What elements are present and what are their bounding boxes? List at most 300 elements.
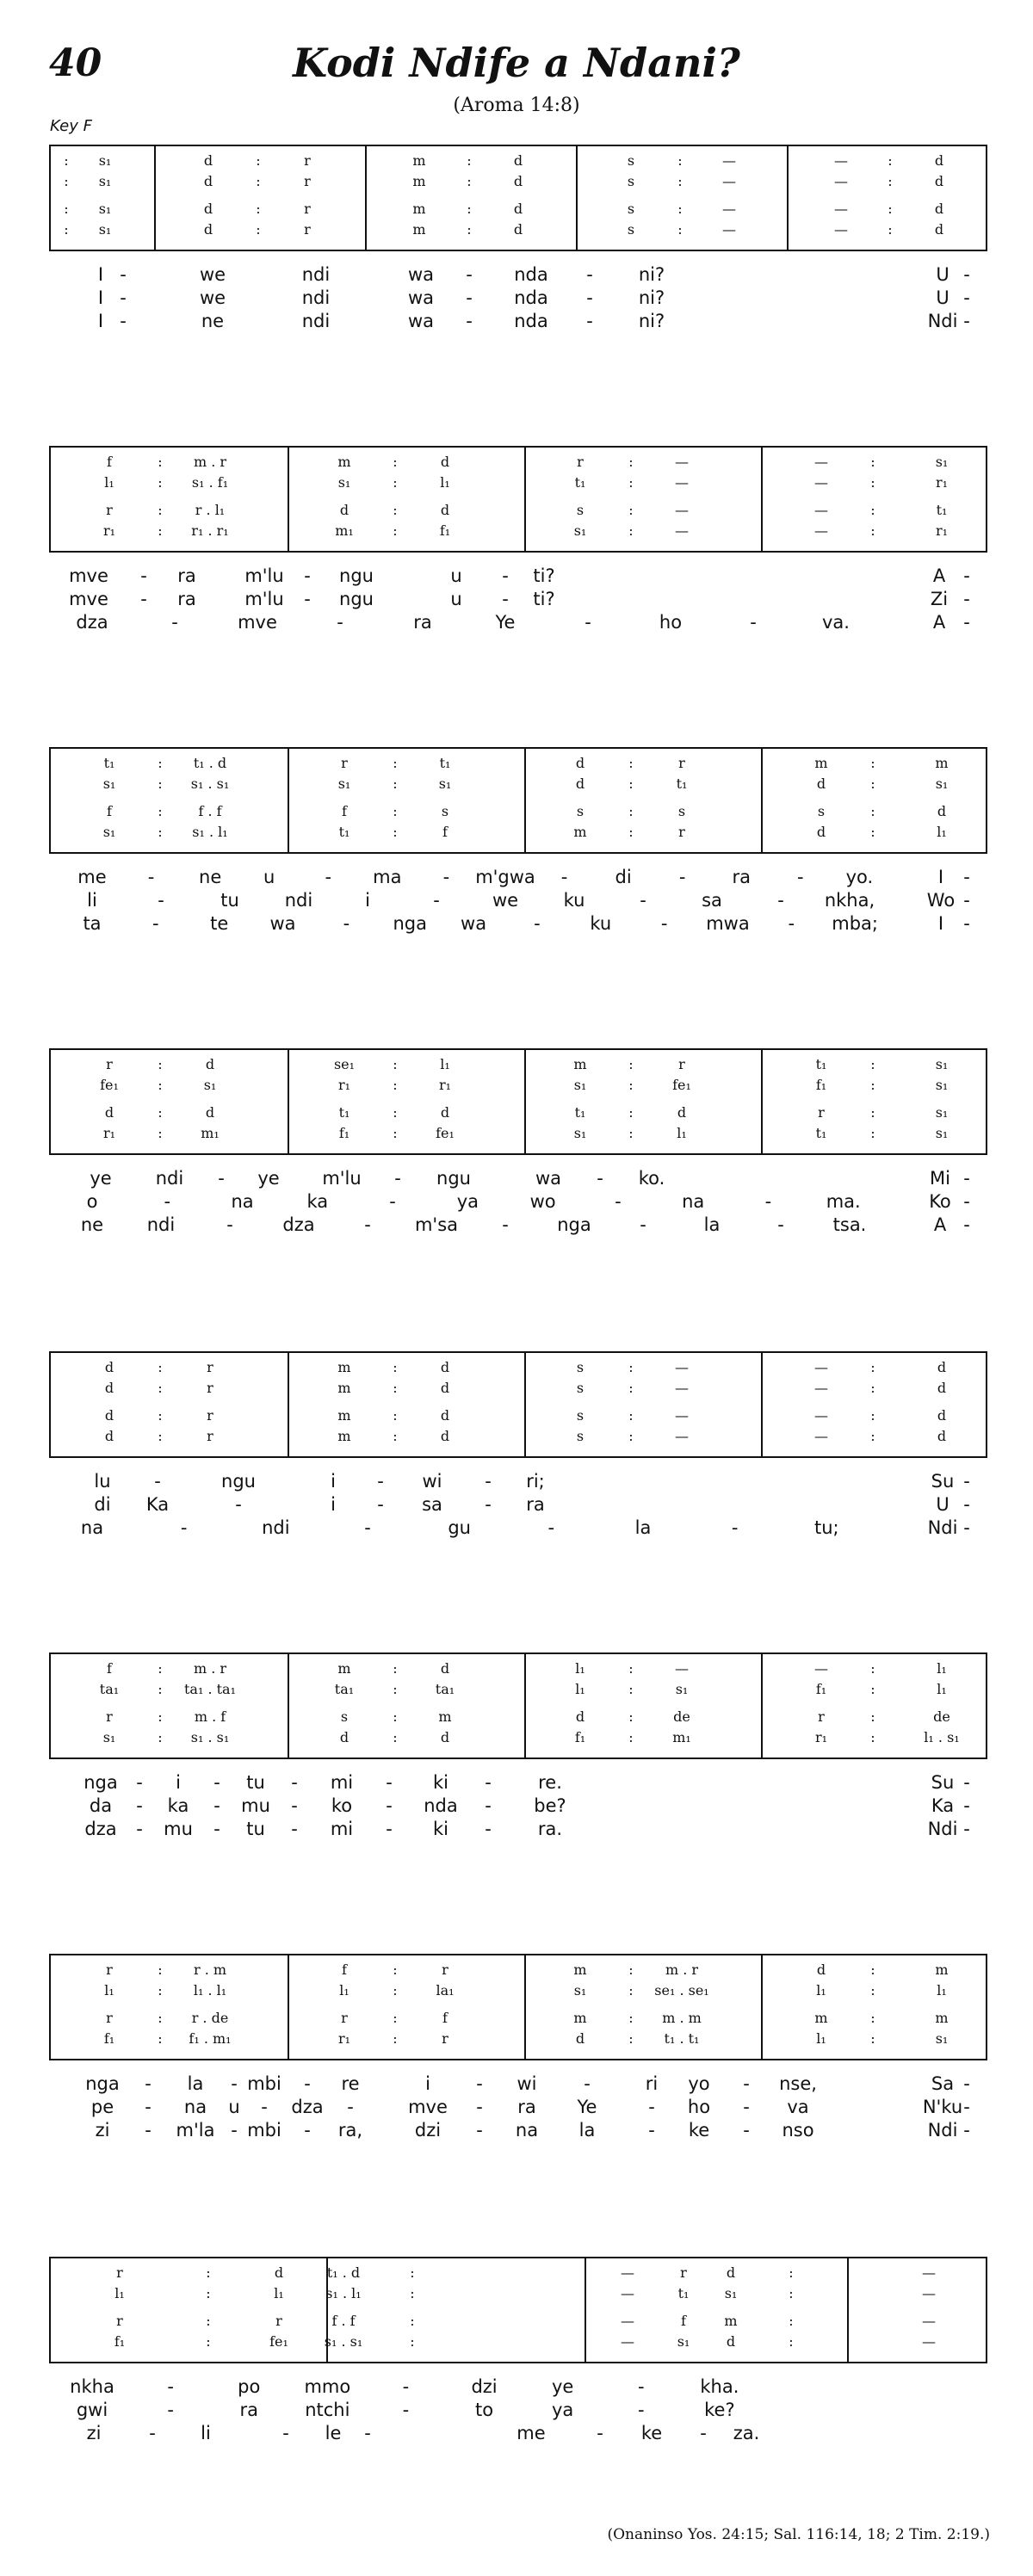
syllable-hyphen: -	[597, 1168, 603, 1189]
solfa-note: —	[834, 152, 848, 169]
syllable-hyphen: -	[145, 2073, 152, 2094]
lyric-syllable: la	[187, 2073, 204, 2094]
solfa-note: m	[412, 173, 426, 189]
syllable-hyphen: -	[466, 311, 473, 331]
solfa-note: —	[675, 1359, 689, 1375]
solfa-note: t₁	[574, 1104, 586, 1121]
syllable-hyphen: -	[394, 1168, 401, 1189]
solfa-note: :	[158, 1961, 163, 1978]
syllable-hyphen: -	[120, 264, 127, 285]
syllable-hyphen: -	[325, 867, 332, 887]
solfa-note: r₁	[102, 522, 116, 539]
lyric-syllable: ndi	[301, 264, 331, 285]
solfa-note: s	[817, 803, 826, 819]
solfa-note: s₁	[935, 1104, 949, 1121]
syllable-hyphen: -	[615, 1191, 622, 1212]
solfa-note: t₁	[936, 502, 948, 518]
solfa-note: f₁	[114, 2333, 126, 2350]
lyric-syllable: yo	[688, 2073, 710, 2094]
syllable-hyphen: -	[304, 2120, 311, 2140]
lyric-syllable: nse,	[779, 2073, 817, 2094]
solfa-note: s₁	[573, 1982, 587, 1998]
lyric-syllable: ne	[80, 1214, 104, 1235]
solfa-note: m	[412, 201, 426, 217]
lyric-syllable: ndi	[301, 311, 331, 331]
solfa-note: :	[628, 1125, 634, 1141]
syllable-hyphen: -	[291, 1772, 298, 1793]
solfa-note: r	[577, 454, 584, 470]
solfa-note: :	[158, 454, 163, 470]
syllable-hyphen: -	[145, 2097, 152, 2117]
solfa-note: l₁	[816, 2030, 826, 2047]
syllable-hyphen: -	[485, 1471, 492, 1492]
lyric-syllable: ho	[659, 612, 683, 633]
solfa-note: d	[203, 221, 213, 238]
syllable-hyphen: -	[136, 1819, 143, 1839]
lyric-syllable: U	[936, 264, 949, 285]
solfa-note: :	[158, 474, 163, 491]
lyric-syllable: na	[80, 1517, 104, 1538]
lyric-syllable: i	[331, 1494, 336, 1515]
solfa-note: r	[818, 1708, 825, 1725]
solfa-note: r	[678, 755, 685, 771]
solfa-note: d	[203, 173, 213, 189]
lyric-syllable: nga	[393, 913, 427, 934]
solfa-note: m	[438, 1708, 452, 1725]
lyric-syllable: mu	[241, 1795, 270, 1816]
solfa-note: d	[934, 152, 944, 169]
lyric-syllable: mve	[408, 2097, 448, 2117]
voice-part-row	[51, 523, 986, 539]
voice-part-row	[51, 153, 986, 169]
lyric-syllable: gwi	[76, 2400, 108, 2420]
syllable-hyphen: -	[213, 1772, 220, 1793]
solfa-note: d	[575, 2030, 585, 2047]
solfa-note: :	[870, 1056, 875, 1072]
solfa-note: :	[628, 1359, 634, 1375]
solfa-note: d	[513, 173, 523, 189]
solfa-note: s₁	[102, 1729, 116, 1745]
solfa-staff	[49, 747, 987, 854]
lyric-syllable: i	[176, 1772, 181, 1793]
solfa-note: d	[513, 201, 523, 217]
solfa-note: l₁	[274, 2285, 284, 2301]
solfa-note: r	[116, 2313, 123, 2329]
lyric-syllable: na	[515, 2120, 539, 2140]
syllable-hyphen: -	[963, 264, 970, 285]
syllable-hyphen: -	[343, 913, 350, 934]
solfa-note: :	[789, 2333, 794, 2350]
syllable-hyphen: -	[586, 287, 593, 308]
lyric-syllable: wa	[407, 264, 435, 285]
solfa-note: :	[158, 1056, 163, 1072]
syllable-hyphen: -	[963, 913, 970, 934]
syllable-hyphen: -	[218, 1168, 225, 1189]
syllable-hyphen: -	[167, 2376, 174, 2397]
lyric-syllable: Zi	[930, 589, 949, 609]
solfa-note: :	[870, 2010, 875, 2026]
solfa-note: d	[104, 1104, 114, 1121]
solfa-note: :	[393, 755, 398, 771]
lyric-syllable: wi	[422, 1471, 442, 1492]
solfa-note: s₁ . f₁	[191, 474, 229, 491]
syllable-hyphen: -	[389, 1191, 396, 1212]
lyric-syllable: ri	[645, 2073, 659, 2094]
lyric-syllable: ke	[640, 2423, 663, 2443]
music-section-1	[49, 145, 987, 358]
solfa-note: r	[442, 1961, 448, 1978]
solfa-note: d	[934, 201, 944, 217]
solfa-note: s	[576, 803, 585, 819]
solfa-note: m	[337, 1407, 351, 1424]
solfa-note: fe₁	[269, 2333, 288, 2350]
solfa-note: s	[627, 152, 635, 169]
solfa-note: :	[628, 1729, 634, 1745]
lyric-line-verse-2	[49, 2399, 987, 2421]
solfa-note: r₁	[337, 2030, 351, 2047]
solfa-note: r	[304, 152, 311, 169]
syllable-hyphen: -	[304, 565, 311, 586]
lyric-syllable: Ndi	[927, 1517, 958, 1538]
solfa-note: :	[628, 2030, 634, 2047]
lyric-syllable: i	[365, 890, 370, 911]
solfa-note: :	[870, 1708, 875, 1725]
lyric-line-verse-1	[49, 1771, 987, 1794]
solfa-note: s	[576, 1407, 585, 1424]
syllable-hyphen: -	[731, 1517, 739, 1538]
solfa-note: s₁	[438, 775, 452, 792]
voice-part-row	[51, 2334, 986, 2350]
syllable-hyphen: -	[485, 1795, 492, 1816]
lyric-syllable: U	[936, 1494, 949, 1515]
solfa-note: m . r	[193, 1660, 227, 1677]
solfa-note: d	[937, 1407, 947, 1424]
solfa-note: :	[870, 1961, 875, 1978]
solfa-note: :	[206, 2264, 211, 2281]
syllable-hyphen: -	[337, 612, 343, 633]
solfa-note: m	[337, 1660, 351, 1677]
lyric-syllable: Ka	[145, 1494, 170, 1515]
syllable-hyphen: -	[963, 1471, 970, 1492]
lyrics-block	[49, 2073, 987, 2167]
solfa-note: s₁	[935, 775, 949, 792]
solfa-note: :	[256, 201, 261, 217]
lyric-syllable: nga	[557, 1214, 591, 1235]
solfa-note: :	[158, 775, 163, 792]
solfa-note: :	[158, 502, 163, 518]
lyric-line-verse-3	[49, 611, 987, 633]
key-signature: Key F	[50, 117, 92, 135]
solfa-note: r	[207, 1380, 213, 1396]
solfa-note: :	[158, 1729, 163, 1745]
solfa-note: d	[440, 1660, 450, 1677]
solfa-note: s₁	[677, 2333, 690, 2350]
solfa-note: :	[888, 221, 893, 238]
solfa-note: :	[410, 2264, 415, 2281]
lyric-syllable: mba;	[832, 913, 878, 934]
lyric-syllable: nso	[782, 2120, 814, 2140]
voice-part-row	[51, 2265, 986, 2281]
solfa-note: —	[922, 2313, 936, 2329]
solfa-note: :	[393, 824, 398, 840]
solfa-note: f	[342, 803, 347, 819]
voice-part-row	[51, 1105, 986, 1121]
syllable-hyphen: -	[466, 287, 473, 308]
solfa-note: t₁	[676, 775, 688, 792]
lyric-line-verse-2	[49, 1190, 987, 1213]
solfa-note: :	[393, 1961, 398, 1978]
syllable-hyphen: -	[485, 1819, 492, 1839]
solfa-note: —	[834, 173, 848, 189]
syllable-hyphen: -	[963, 2073, 970, 2094]
syllable-hyphen: -	[364, 2423, 371, 2443]
syllable-hyphen: -	[963, 311, 970, 331]
syllable-hyphen: -	[377, 1494, 384, 1515]
solfa-note: t₁	[677, 2285, 690, 2301]
solfa-note: :	[628, 1961, 634, 1978]
lyric-syllable: za.	[733, 2423, 760, 2443]
solfa-note: d	[203, 201, 213, 217]
voice-part-row	[51, 475, 986, 491]
solfa-note: r	[341, 755, 348, 771]
music-section-7	[49, 1954, 987, 2167]
lyric-line-verse-3	[49, 1818, 987, 1840]
lyric-syllable: I	[97, 311, 104, 331]
solfa-note: l₁	[677, 1125, 687, 1141]
solfa-note: :	[410, 2313, 415, 2329]
solfa-note: :	[628, 522, 634, 539]
solfa-staff	[49, 2257, 987, 2363]
solfa-note: s₁	[98, 152, 112, 169]
voice-part-row	[51, 804, 986, 819]
syllable-hyphen: -	[226, 1214, 233, 1235]
solfa-note: m	[412, 152, 426, 169]
lyric-syllable: ku	[563, 890, 585, 911]
solfa-note: m	[337, 1380, 351, 1396]
solfa-note: r₁	[438, 1077, 452, 1093]
solfa-note: m	[935, 755, 949, 771]
lyric-syllable: tu;	[814, 1517, 839, 1538]
syllable-hyphen: -	[476, 2073, 483, 2094]
solfa-note: :	[789, 2313, 794, 2329]
lyric-syllable: ndi	[284, 890, 313, 911]
lyric-syllable: ni?	[638, 311, 665, 331]
solfa-note: r	[678, 1056, 685, 1072]
lyric-syllable: po	[238, 2376, 261, 2397]
syllable-hyphen: -	[660, 913, 668, 934]
syllable-hyphen: -	[347, 2097, 354, 2117]
solfa-note: f	[107, 803, 112, 819]
lyric-syllable: Su	[931, 1471, 955, 1492]
solfa-note: —	[922, 2333, 936, 2350]
lyric-syllable: ku	[590, 913, 612, 934]
solfa-note: se₁ . se₁	[654, 1982, 709, 1998]
solfa-note: —	[722, 201, 736, 217]
lyric-syllable: we	[492, 890, 519, 911]
solfa-note: s₁	[203, 1077, 217, 1093]
solfa-note: l₁ . l₁	[193, 1982, 227, 1998]
solfa-note: :	[393, 1982, 398, 1998]
solfa-note: :	[158, 1380, 163, 1396]
syllable-hyphen: -	[304, 589, 311, 609]
lyric-syllable: dzi	[471, 2376, 498, 2397]
voice-part-row	[51, 1429, 986, 1444]
syllable-hyphen: -	[963, 1168, 970, 1189]
lyric-syllable: mbi	[247, 2120, 281, 2140]
solfa-note: :	[393, 474, 398, 491]
voice-part-row	[51, 1408, 986, 1424]
solfa-note: d	[440, 1407, 450, 1424]
solfa-note: d	[937, 1428, 947, 1444]
lyric-line-verse-2	[49, 1795, 987, 1817]
solfa-note: :	[677, 201, 683, 217]
solfa-note: d	[575, 1708, 585, 1725]
solfa-note: f	[442, 2010, 448, 2026]
solfa-note: :	[628, 454, 634, 470]
syllable-hyphen: -	[963, 1772, 970, 1793]
solfa-note: f₁	[103, 2030, 115, 2047]
solfa-note: :	[158, 824, 163, 840]
solfa-note: :	[393, 1359, 398, 1375]
solfa-note: :	[870, 454, 875, 470]
solfa-note: :	[158, 1681, 163, 1697]
lyric-line-verse-3	[49, 2422, 987, 2444]
solfa-note: —	[834, 221, 848, 238]
voice-part-row	[51, 1078, 986, 1093]
lyric-syllable: ri;	[526, 1471, 545, 1492]
music-section-8	[49, 2257, 987, 2470]
lyric-syllable: ki	[433, 1772, 448, 1793]
solfa-note: s	[441, 803, 449, 819]
lyric-syllable: ye	[257, 1168, 280, 1189]
solfa-note: —	[814, 522, 828, 539]
syllable-hyphen: -	[963, 890, 970, 911]
lyric-line-verse-1	[49, 263, 987, 286]
solfa-note: t₁	[338, 824, 350, 840]
solfa-note: s₁	[98, 221, 112, 238]
solfa-note: m	[337, 454, 351, 470]
syllable-hyphen: -	[534, 913, 541, 934]
syllable-hyphen: -	[586, 264, 593, 285]
lyric-syllable: U	[936, 287, 949, 308]
voice-part-row	[51, 174, 986, 189]
lyric-syllable: ma	[373, 867, 402, 887]
voice-part-row	[51, 201, 986, 217]
syllable-hyphen: -	[402, 2376, 410, 2397]
lyric-syllable: I	[97, 287, 104, 308]
lyric-syllable: na	[231, 1191, 254, 1212]
lyric-syllable: u	[450, 565, 462, 586]
lyric-syllable: A	[932, 565, 946, 586]
solfa-note: —	[675, 1660, 689, 1677]
solfa-note: :	[393, 775, 398, 792]
syllable-hyphen: -	[963, 565, 970, 586]
solfa-note: f₁	[574, 1729, 586, 1745]
solfa-note: s₁	[935, 1056, 949, 1072]
solfa-note: s	[576, 1359, 585, 1375]
syllable-hyphen: -	[963, 1191, 970, 1212]
solfa-note: :	[870, 755, 875, 771]
solfa-note: d	[934, 173, 944, 189]
syllable-hyphen: -	[560, 867, 568, 887]
solfa-note: fe₁	[672, 1077, 691, 1093]
lyric-syllable: nda	[514, 311, 548, 331]
solfa-note: :	[628, 1681, 634, 1697]
lyrics-block	[49, 1470, 987, 1565]
lyric-syllable: ra	[177, 565, 196, 586]
lyric-syllable: ya	[456, 1191, 479, 1212]
lyric-syllable: na	[682, 1191, 705, 1212]
solfa-note: f	[107, 454, 112, 470]
lyric-syllable: ndi	[155, 1168, 184, 1189]
solfa-note: —	[675, 522, 689, 539]
solfa-note: :	[467, 173, 472, 189]
syllable-hyphen: -	[149, 2423, 156, 2443]
solfa-note: d	[440, 1380, 450, 1396]
lyric-syllable: va	[787, 2097, 809, 2117]
solfa-note: r	[106, 502, 113, 518]
solfa-note: :	[888, 173, 893, 189]
voice-part-row	[51, 2011, 986, 2026]
solfa-note: —	[675, 474, 689, 491]
solfa-note: m	[724, 2313, 738, 2329]
solfa-note: s	[627, 173, 635, 189]
solfa-note: :	[870, 1729, 875, 1745]
solfa-note: l₁	[575, 1660, 585, 1677]
lyric-syllable: ngu	[221, 1471, 256, 1492]
solfa-note: t₁ . t₁	[664, 2030, 700, 2047]
lyric-syllable: ne	[201, 311, 225, 331]
solfa-note: :	[393, 1428, 398, 1444]
solfa-note: :	[870, 522, 875, 539]
lyric-syllable: we	[199, 264, 226, 285]
solfa-note: —	[814, 1428, 828, 1444]
solfa-note: :	[256, 173, 261, 189]
solfa-note: t₁	[574, 474, 586, 491]
syllable-hyphen: -	[963, 867, 970, 887]
syllable-hyphen: -	[476, 2120, 483, 2140]
solfa-note: f	[107, 1660, 112, 1677]
solfa-note: s₁	[573, 1077, 587, 1093]
solfa-note: :	[256, 152, 261, 169]
solfa-note: s₁	[935, 1077, 949, 1093]
voice-part-row	[51, 1682, 986, 1697]
lyric-syllable: Wo	[926, 890, 956, 911]
solfa-note: m	[573, 1056, 587, 1072]
lyrics-block	[49, 866, 987, 961]
lyric-line-verse-3	[49, 1517, 987, 1539]
solfa-note: d	[726, 2333, 736, 2350]
lyric-syllable: to	[475, 2400, 494, 2420]
solfa-note: r . m	[193, 1961, 227, 1978]
solfa-note: :	[870, 803, 875, 819]
solfa-note: d	[104, 1359, 114, 1375]
syllable-hyphen: -	[140, 589, 147, 609]
solfa-note: s	[627, 201, 635, 217]
solfa-note: r . l₁	[195, 502, 226, 518]
lyric-syllable: na	[183, 2097, 207, 2117]
solfa-note: :	[628, 755, 634, 771]
solfa-staff	[49, 1652, 987, 1759]
solfa-note: :	[628, 1660, 634, 1677]
solfa-note: l₁	[937, 1681, 947, 1697]
solfa-note: l₁	[440, 1056, 450, 1072]
syllable-hyphen: -	[231, 2120, 238, 2140]
lyric-syllable: dza	[291, 2097, 324, 2117]
syllable-hyphen: -	[364, 1517, 371, 1538]
syllable-hyphen: -	[637, 2376, 645, 2397]
syllable-hyphen: -	[640, 890, 646, 911]
